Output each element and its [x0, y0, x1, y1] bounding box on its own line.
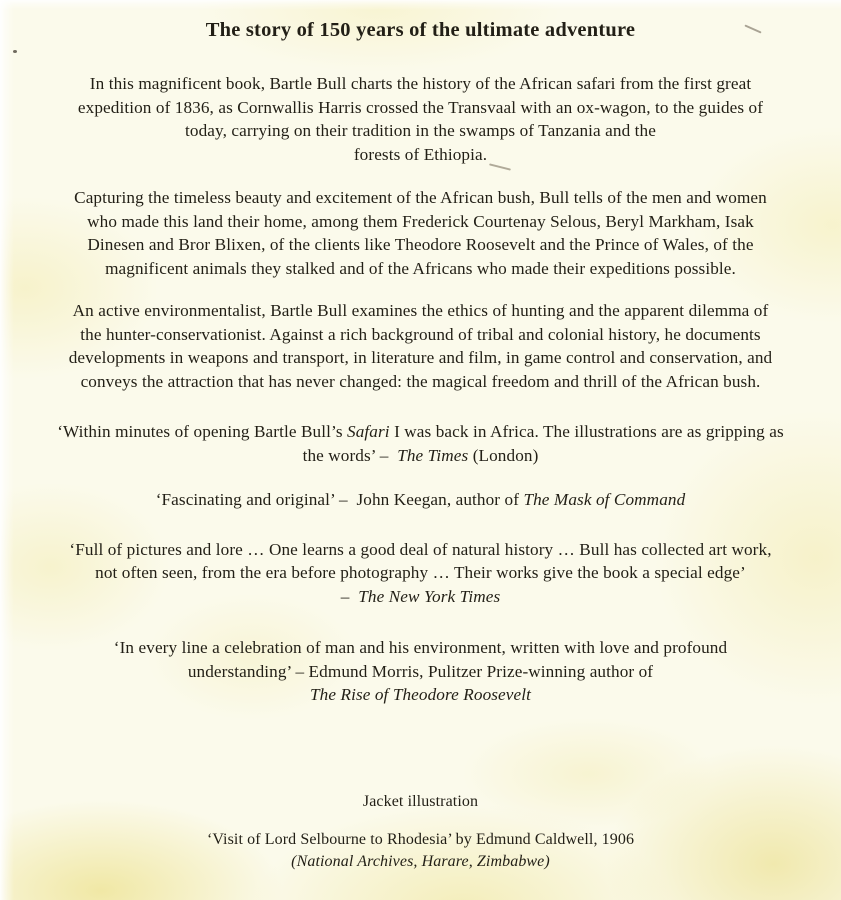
para-people — [0, 186, 841, 280]
italic-text-segment: The New York Times — [358, 586, 501, 606]
jacket-blocks — [0, 72, 841, 873]
text-segment: In this magnificent book, Bartle Bull charts the history of the African safari from the first great — [89, 74, 752, 93]
text-segment: not often seen, from the era before photography … Their works give the book a special edge’ — [95, 563, 746, 582]
text-line — [0, 488, 841, 512]
text-line — [0, 585, 841, 609]
text-segment: Dinesen and Bror Blixen, of the clients like Theodore Roosevelt and the Prince of Wales, of the — [87, 235, 754, 254]
text-segment: the words’ – — [302, 445, 398, 465]
text-segment: ‘In every line a celebration of man and his environment, written with love and profound — [113, 638, 728, 657]
text-line — [0, 143, 841, 167]
text-line — [0, 370, 841, 394]
text-segment: developments in weapons and transport, in literature and film, in game control and conservation, and — [68, 348, 773, 367]
text-line — [0, 420, 841, 444]
para-intro — [0, 72, 841, 166]
quote-morris — [0, 636, 841, 707]
text-segment: ‘Within minutes of opening Bartle Bull’s — [57, 422, 348, 441]
text-line — [0, 346, 841, 370]
text-segment: ‘Full of pictures and lore … One learns a good deal of natural history … Bull has collected art work, — [69, 539, 772, 559]
text-segment: ‘Fascinating and original’ – John Keegan, author of — [155, 490, 524, 509]
text-segment: (London) — [468, 445, 539, 465]
italic-text-segment: The Mask of Command — [523, 490, 686, 509]
italic-text-segment: Safari — [347, 422, 390, 441]
text-segment: – — [340, 586, 359, 606]
text-segment: magnificent animals they stalked and of the Africans who made their expeditions possible. — [105, 258, 736, 278]
text-line — [0, 186, 841, 210]
text-line — [0, 257, 841, 281]
text-segment: Capturing the timeless beauty and excitement of the African bush, Bull tells of the men and women — [74, 188, 767, 207]
page-title: The story of 150 years of the ultimate adventure — [205, 19, 636, 41]
text-line — [0, 210, 841, 234]
text-line — [0, 683, 841, 707]
text-line — [0, 96, 841, 120]
text-line — [0, 538, 841, 562]
text-line — [0, 829, 841, 851]
text-segment: I was back in Africa. The illustrations are as gripping as — [389, 422, 784, 441]
italic-text-segment: The Times — [397, 445, 469, 465]
text-line — [0, 323, 841, 347]
text-segment: who made this land their home, among them Frederick Courtenay Selous, Beryl Markham, Isak — [87, 211, 754, 231]
para-ethics — [0, 299, 841, 393]
text-line — [0, 851, 841, 873]
text-line — [0, 299, 841, 323]
text-segment: Jacket illustration — [362, 792, 479, 810]
text-line — [0, 660, 841, 684]
quote-keegan — [0, 488, 841, 512]
text-segment: forests of Ethiopia. — [353, 144, 488, 164]
italic-text-segment: The Rise of Theodore Roosevelt — [310, 685, 531, 704]
quote-nyt — [0, 538, 841, 609]
text-segment: expedition of 1836, as Cornwallis Harris crossed the Transvaal with an ox-wagon, to the guides of — [77, 97, 764, 117]
text-segment: conveys the attraction that has never changed: the magical freedom and thrill of the African bush. — [80, 371, 761, 391]
quote-times — [0, 420, 841, 467]
jacket-illustration-label — [0, 791, 841, 813]
text-segment: An active environmentalist, Bartle Bull examines the ethics of hunting and the apparent dilemma of — [72, 301, 769, 320]
text-line — [0, 233, 841, 257]
text-line — [0, 444, 841, 468]
text-segment: today, carrying on their tradition in the swamps of Tanzania and the — [185, 121, 656, 140]
text-line — [0, 119, 841, 143]
jacket-caption — [0, 829, 841, 873]
italic-text-segment: (National Archives, Harare, Zimbabwe) — [291, 852, 550, 870]
text-line — [0, 636, 841, 660]
text-line — [0, 791, 841, 813]
text-segment: ‘Visit of Lord Selbourne to Rhodesia’ by Edmund Caldwell, 1906 — [206, 830, 635, 848]
text-segment: the hunter-conservationist. Against a rich background of tribal and colonial history, he documents — [80, 324, 761, 344]
scan-speck — [13, 50, 17, 53]
text-line — [0, 72, 841, 96]
text-segment: understanding’ – Edmund Morris, Pulitzer Prize-winning author of — [187, 661, 654, 681]
text-line — [0, 561, 841, 585]
